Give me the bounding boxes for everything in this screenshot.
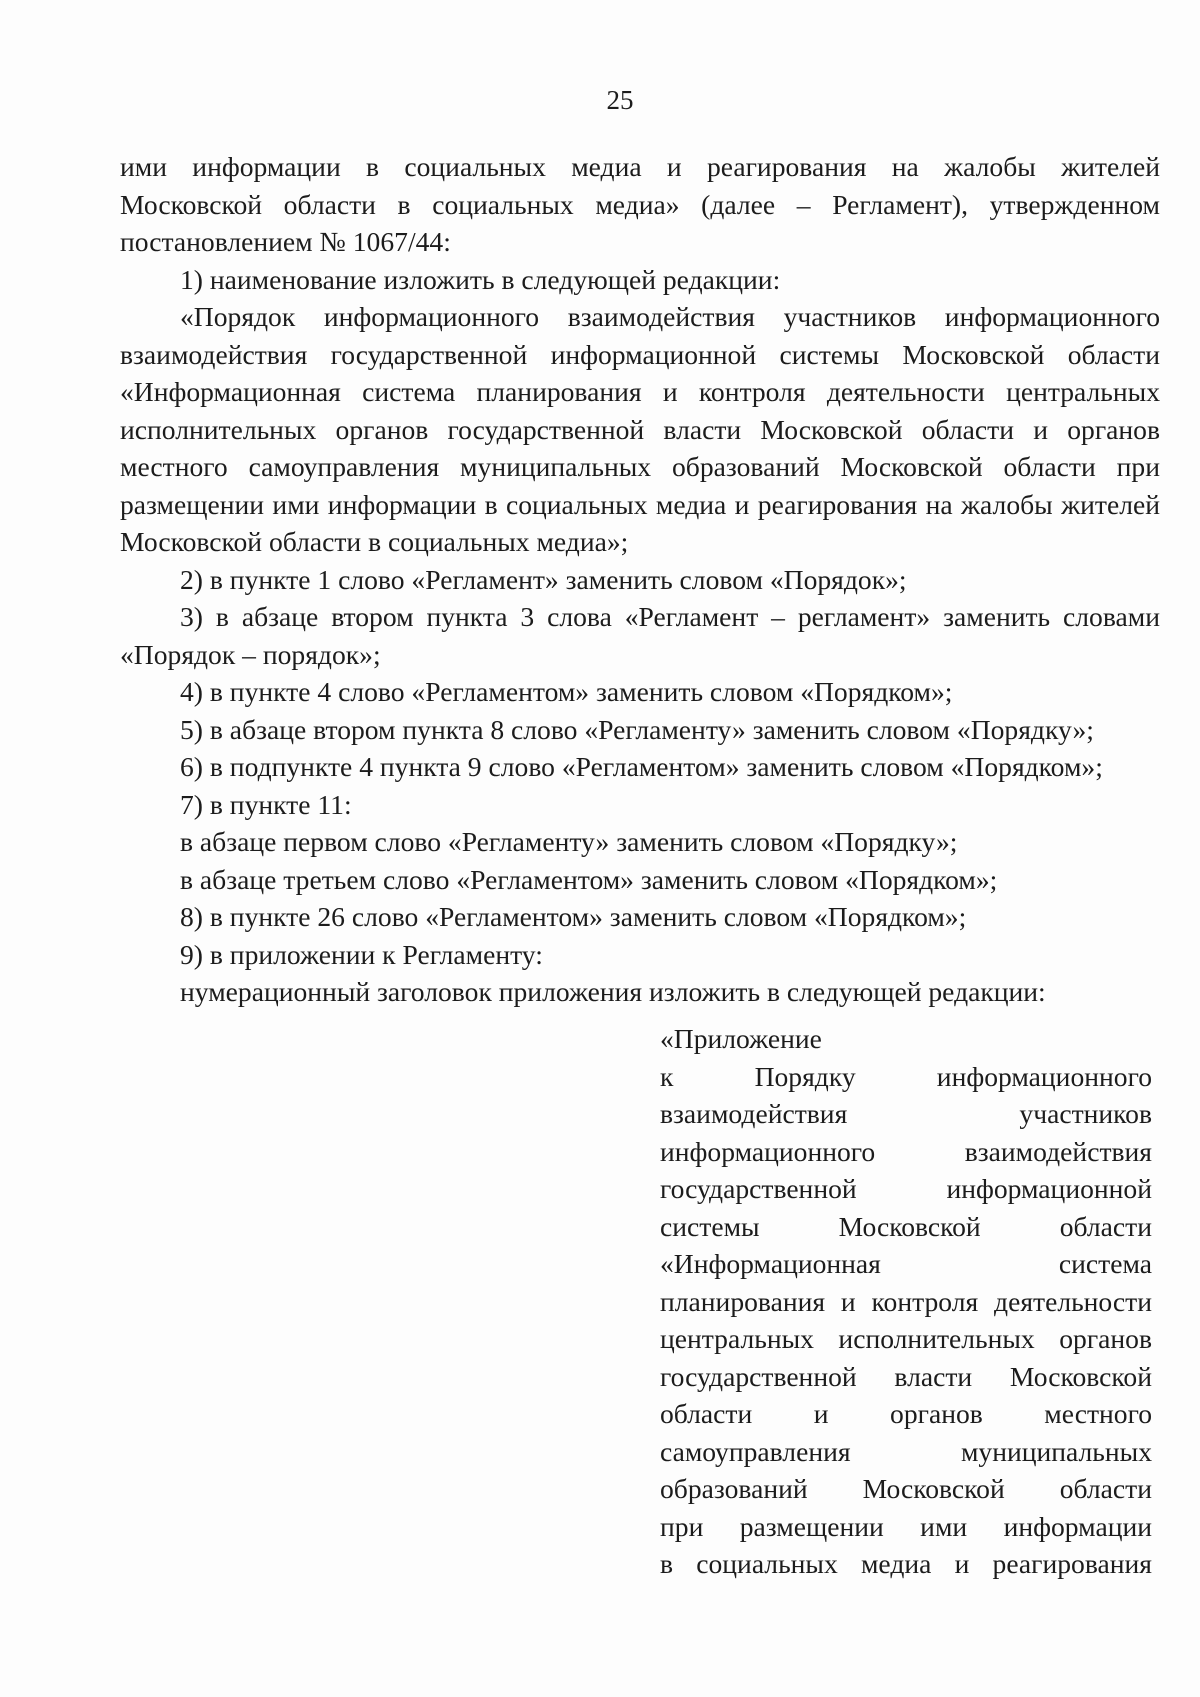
appendix-caption-line: «Приложение: [660, 1023, 822, 1054]
appendix-caption-line: образований Московской области: [660, 1473, 1152, 1504]
appendix-caption-line: государственной власти Московской: [660, 1360, 1152, 1392]
amendment-item-7: 7) в пункте 11:: [180, 788, 352, 820]
appendix-caption-line: планирования и контроля деятельности: [660, 1285, 1152, 1317]
amendment-item-1: 1) наименование изложить в следующей редакции:: [180, 263, 781, 295]
appendix-caption-line: самоуправления муниципальных: [660, 1435, 1152, 1467]
appendix-caption-line: области и органов местного: [660, 1398, 1152, 1429]
appendix-caption-line: взаимодействия участников: [660, 1098, 1152, 1129]
amendment-item-7-paragraph-third: в абзаце третьем слово «Регламентом» заменить словом «Порядком»;: [180, 863, 998, 895]
amendment-item-6: 6) в подпункте 4 пункта 9 слово «Регламентом» заменить словом «Порядком»;: [180, 751, 1103, 782]
amendment-item-9-heading-instruction: нумерационный заголовок приложения изложить в следующей редакции:: [180, 976, 1046, 1007]
amendment-item-3: 3) в абзаце втором пункта 3 слова «Регламент – регламент» заменить словами «Порядок – порядок»;: [120, 601, 1160, 670]
appendix-caption-line: системы Московской области: [660, 1210, 1152, 1242]
intro-line-2: Московской области в социальных медиа» (далее – Регламент), утвержденном: [120, 188, 1160, 220]
amendment-item-2: 2) в пункте 1 слово «Регламент» заменить словом «Порядок»;: [180, 563, 907, 595]
amendment-item-5: 5) в абзаце втором пункта 8 слово «Регламенту» заменить словом «Порядку»;: [180, 713, 1094, 745]
amendment-item-9: 9) в приложении к Регламенту:: [180, 938, 543, 970]
appendix-caption-line: к Порядку информационного: [660, 1060, 1152, 1092]
amendment-item-4: 4) в пункте 4 слово «Регламентом» заменить словом «Порядком»;: [180, 676, 953, 707]
appendix-caption-line: при размещении ими информации: [660, 1510, 1152, 1542]
intro-line-3: постановлением № 1067/44:: [120, 226, 451, 257]
amendment-item-7-paragraph-first: в абзаце первом слово «Регламенту» заменить словом «Порядку»;: [180, 826, 958, 857]
amendment-new-title: «Порядок информационного взаимодействия участников информационного взаимодействия государственной информационной системы Московской области «Информационная система планирования и контроля деятельности центральных исполнительных органов государственной власти Московской области и органов местного самоуправления муниципальных образований Московской области при размещении ими информации в социальных медиа и реагирования на жалобы жителей Московской области в социальных медиа»;: [120, 301, 1160, 557]
appendix-caption-line: информационного взаимодействия: [660, 1135, 1152, 1167]
appendix-caption-line: центральных исполнительных органов: [660, 1323, 1152, 1354]
appendix-caption-line: государственной информационной: [660, 1173, 1152, 1204]
page-number: 25: [606, 85, 634, 115]
amendment-item-8: 8) в пункте 26 слово «Регламентом» заменить словом «Порядком»;: [180, 901, 967, 932]
appendix-caption-line: «Информационная система: [660, 1248, 1152, 1279]
appendix-caption-line: в социальных медиа и реагирования: [660, 1548, 1152, 1579]
appendix-caption: [660, 1020, 1152, 1583]
intro-line-1: ими информации в социальных медиа и реагирования на жалобы жителей: [120, 151, 1160, 182]
document-body: [120, 148, 1160, 1011]
